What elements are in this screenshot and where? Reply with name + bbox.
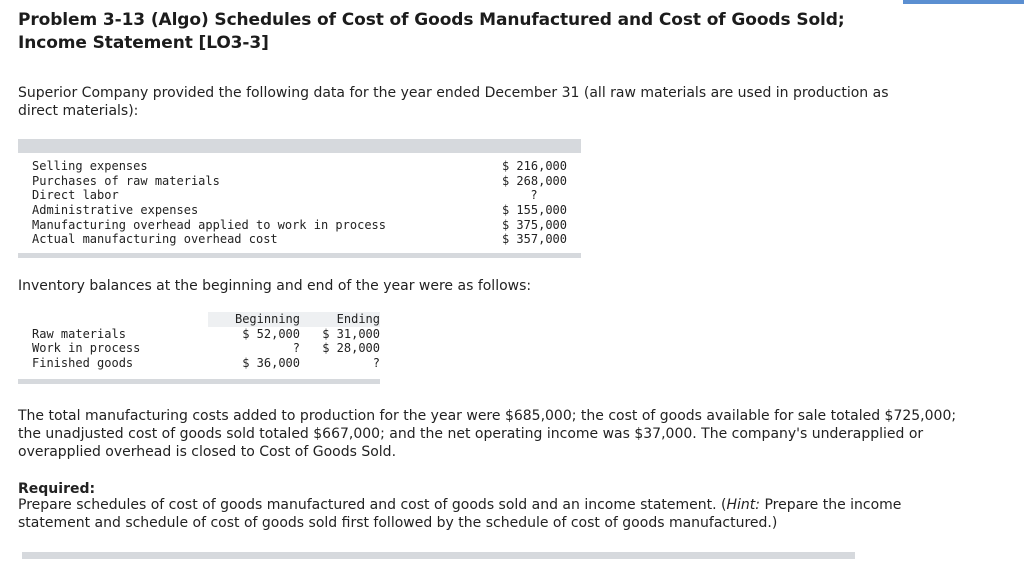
- required-label: Required:: [18, 481, 96, 497]
- row-label: Administrative expenses: [32, 203, 199, 218]
- beginning-value: ?: [292, 341, 300, 356]
- beginning-value: $ 36,000: [242, 356, 300, 371]
- table-row: [18, 327, 380, 342]
- row-value: $ 357,000: [501, 232, 567, 247]
- row-value: ?: [530, 188, 538, 203]
- table-row: [18, 159, 581, 174]
- row-label: Selling expenses: [32, 159, 148, 173]
- column-header-ending: Ending: [336, 312, 380, 326]
- table-row: [18, 232, 581, 247]
- table-row: [18, 174, 581, 189]
- row-value: $ 375,000: [501, 217, 567, 232]
- answer-area-bar: [22, 552, 855, 559]
- required-text: [18, 496, 938, 532]
- row-value: $ 216,000: [501, 159, 567, 173]
- problem-intro: Superior Company provided the following data for the year ended December 31 (all raw materials are used in production as direct materials):: [18, 85, 889, 119]
- beginning-value: $ 52,000: [242, 326, 300, 341]
- table-row: [18, 218, 581, 233]
- ending-value: $ 31,000: [322, 326, 380, 341]
- row-label: Work in process: [32, 341, 141, 356]
- column-header-beginning: Beginning: [234, 312, 300, 326]
- table-header-bar: [18, 139, 581, 153]
- required-text-part1: Prepare schedules of cost of goods manufactured and cost of goods sold and an income statement. (: [18, 497, 727, 513]
- header-spacer: [18, 312, 216, 327]
- cost-data-table: [18, 139, 581, 258]
- row-label: Raw materials: [32, 326, 126, 341]
- inventory-table: [18, 312, 380, 384]
- inventory-intro: Inventory balances at the beginning and end of the year were as follows:: [18, 278, 532, 294]
- ending-value: $ 28,000: [322, 341, 380, 356]
- table-header-row: [18, 312, 380, 327]
- row-label: Direct labor: [32, 188, 119, 203]
- row-label: Actual manufacturing overhead cost: [32, 232, 278, 247]
- problem-title: Problem 3-13 (Algo) Schedules of Cost of Goods Manufactured and Cost of Goods Sold; Income Statement [LO3-3]: [18, 10, 845, 53]
- row-label: Purchases of raw materials: [32, 173, 220, 188]
- ending-value: ?: [372, 356, 380, 371]
- table-row: [18, 188, 581, 203]
- required-text-part2: Prepare the income statement and schedule of cost of goods sold first followed by the schedule of cost of goods manufactured.): [18, 497, 902, 531]
- row-value: $ 268,000: [501, 173, 567, 188]
- table-footer-bar: [18, 253, 581, 258]
- row-label: Manufacturing overhead applied to work in process: [32, 217, 387, 232]
- table-footer-bar: [18, 379, 380, 384]
- row-label: Finished goods: [32, 356, 134, 371]
- row-value: $ 155,000: [501, 203, 567, 218]
- totals-paragraph: The total manufacturing costs added to production for the year were $685,000; the cost of goods available for sale totaled $725,000; the unadjusted cost of goods sold totaled $667,000; and the net operating income was $37,000. The company's underapplied or overapplied overhead is closed to Cost of Goods Sold.: [18, 408, 957, 460]
- top-accent-bar: [903, 0, 1024, 4]
- table-row: [18, 341, 380, 356]
- table-row: [18, 356, 380, 371]
- hint-label: Hint:: [726, 497, 761, 513]
- table-row: [18, 203, 581, 218]
